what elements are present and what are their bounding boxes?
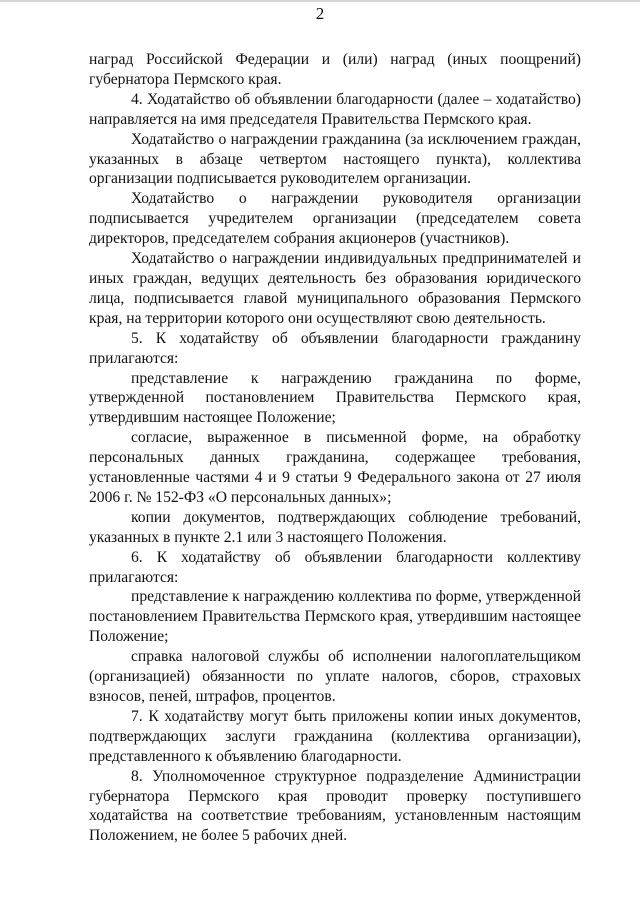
- paragraph-item-6: 6. К ходатайству об объявлении благодарности коллективу прилагаются:: [89, 548, 581, 586]
- paragraph-petition-entrepreneurs: Ходатайство о награждении индивидуальных предпринимателей и иных граждан, ведущих деятельность без образования юридического лица, подписывается главой муниципального образования Пермского края, на территории которого они осуществляют свою деятельность.: [89, 250, 581, 327]
- paragraph-item-4: 4. Ходатайство об объявлении благодарности (далее – ходатайство) направляется на имя председателя Правительства Пермского края.: [89, 90, 581, 128]
- paragraph-item-6-representation: представление к награждению коллектива по форме, утвержденной постановлением Правительства Пермского края, утвердившим настоящее Положение;: [89, 588, 581, 646]
- paragraph-item-8: 8. Уполномоченное структурное подразделение Администрации губернатора Пермского края проводит проверку поступившего ходатайства на соответствие требованиям, установленным настоящим Положением, не более 5 рабочих дней.: [89, 767, 581, 845]
- page-number: 2: [315, 4, 325, 23]
- top-edge-rule: [0, 0, 640, 2]
- paragraph-item-5-representation: представление к награждению гражданина по форме, утвержденной постановлением Правительства Пермского края, утвердившим настоящее Положение;: [89, 369, 581, 427]
- paragraph-petition-citizen: Ходатайство о награждении гражданина (за исключением граждан, указанных в абзаце четвертом настоящего пункта), коллектива организации подписывается руководителем организации.: [89, 130, 581, 188]
- paragraph-item-7: 7. К ходатайству могут быть приложены копии иных документов, подтверждающих заслуги гражданина (коллектива организации), представленного к объявлению благодарности.: [89, 707, 581, 765]
- paragraph-item-5-consent: согласие, выраженное в письменной форме, на обработку персональных данных гражданина, содержащее требования, установленные частями 4 и 9 статьи 9 Федерального закона от 27 июля 2006 г. № 152-ФЗ «О персональных данных»;: [89, 429, 581, 506]
- document-body: [89, 50, 581, 846]
- paragraph-continuation: наград Российской Федерации и (или) наград (иных поощрений) губернатора Пермского края.: [89, 51, 581, 88]
- paragraph-item-5: 5. К ходатайству об объявлении благодарности гражданину прилагаются:: [89, 329, 581, 367]
- paragraph-item-6-tax-certificate: справка налоговой службы об исполнении налогоплательщиком (организацией) обязанности по уплате налогов, сборов, страховых взносов, пеней, штрафов, процентов.: [89, 648, 581, 705]
- paragraph-item-5-copies: копии документов, подтверждающих соблюдение требований, указанных в пункте 2.1 или 3 настоящего Положения.: [89, 508, 581, 546]
- paragraph-petition-head: Ходатайство о награждении руководителя организации подписывается учредителем организации (председателем совета директоров, председателем собрания акционеров (участников).: [89, 190, 581, 248]
